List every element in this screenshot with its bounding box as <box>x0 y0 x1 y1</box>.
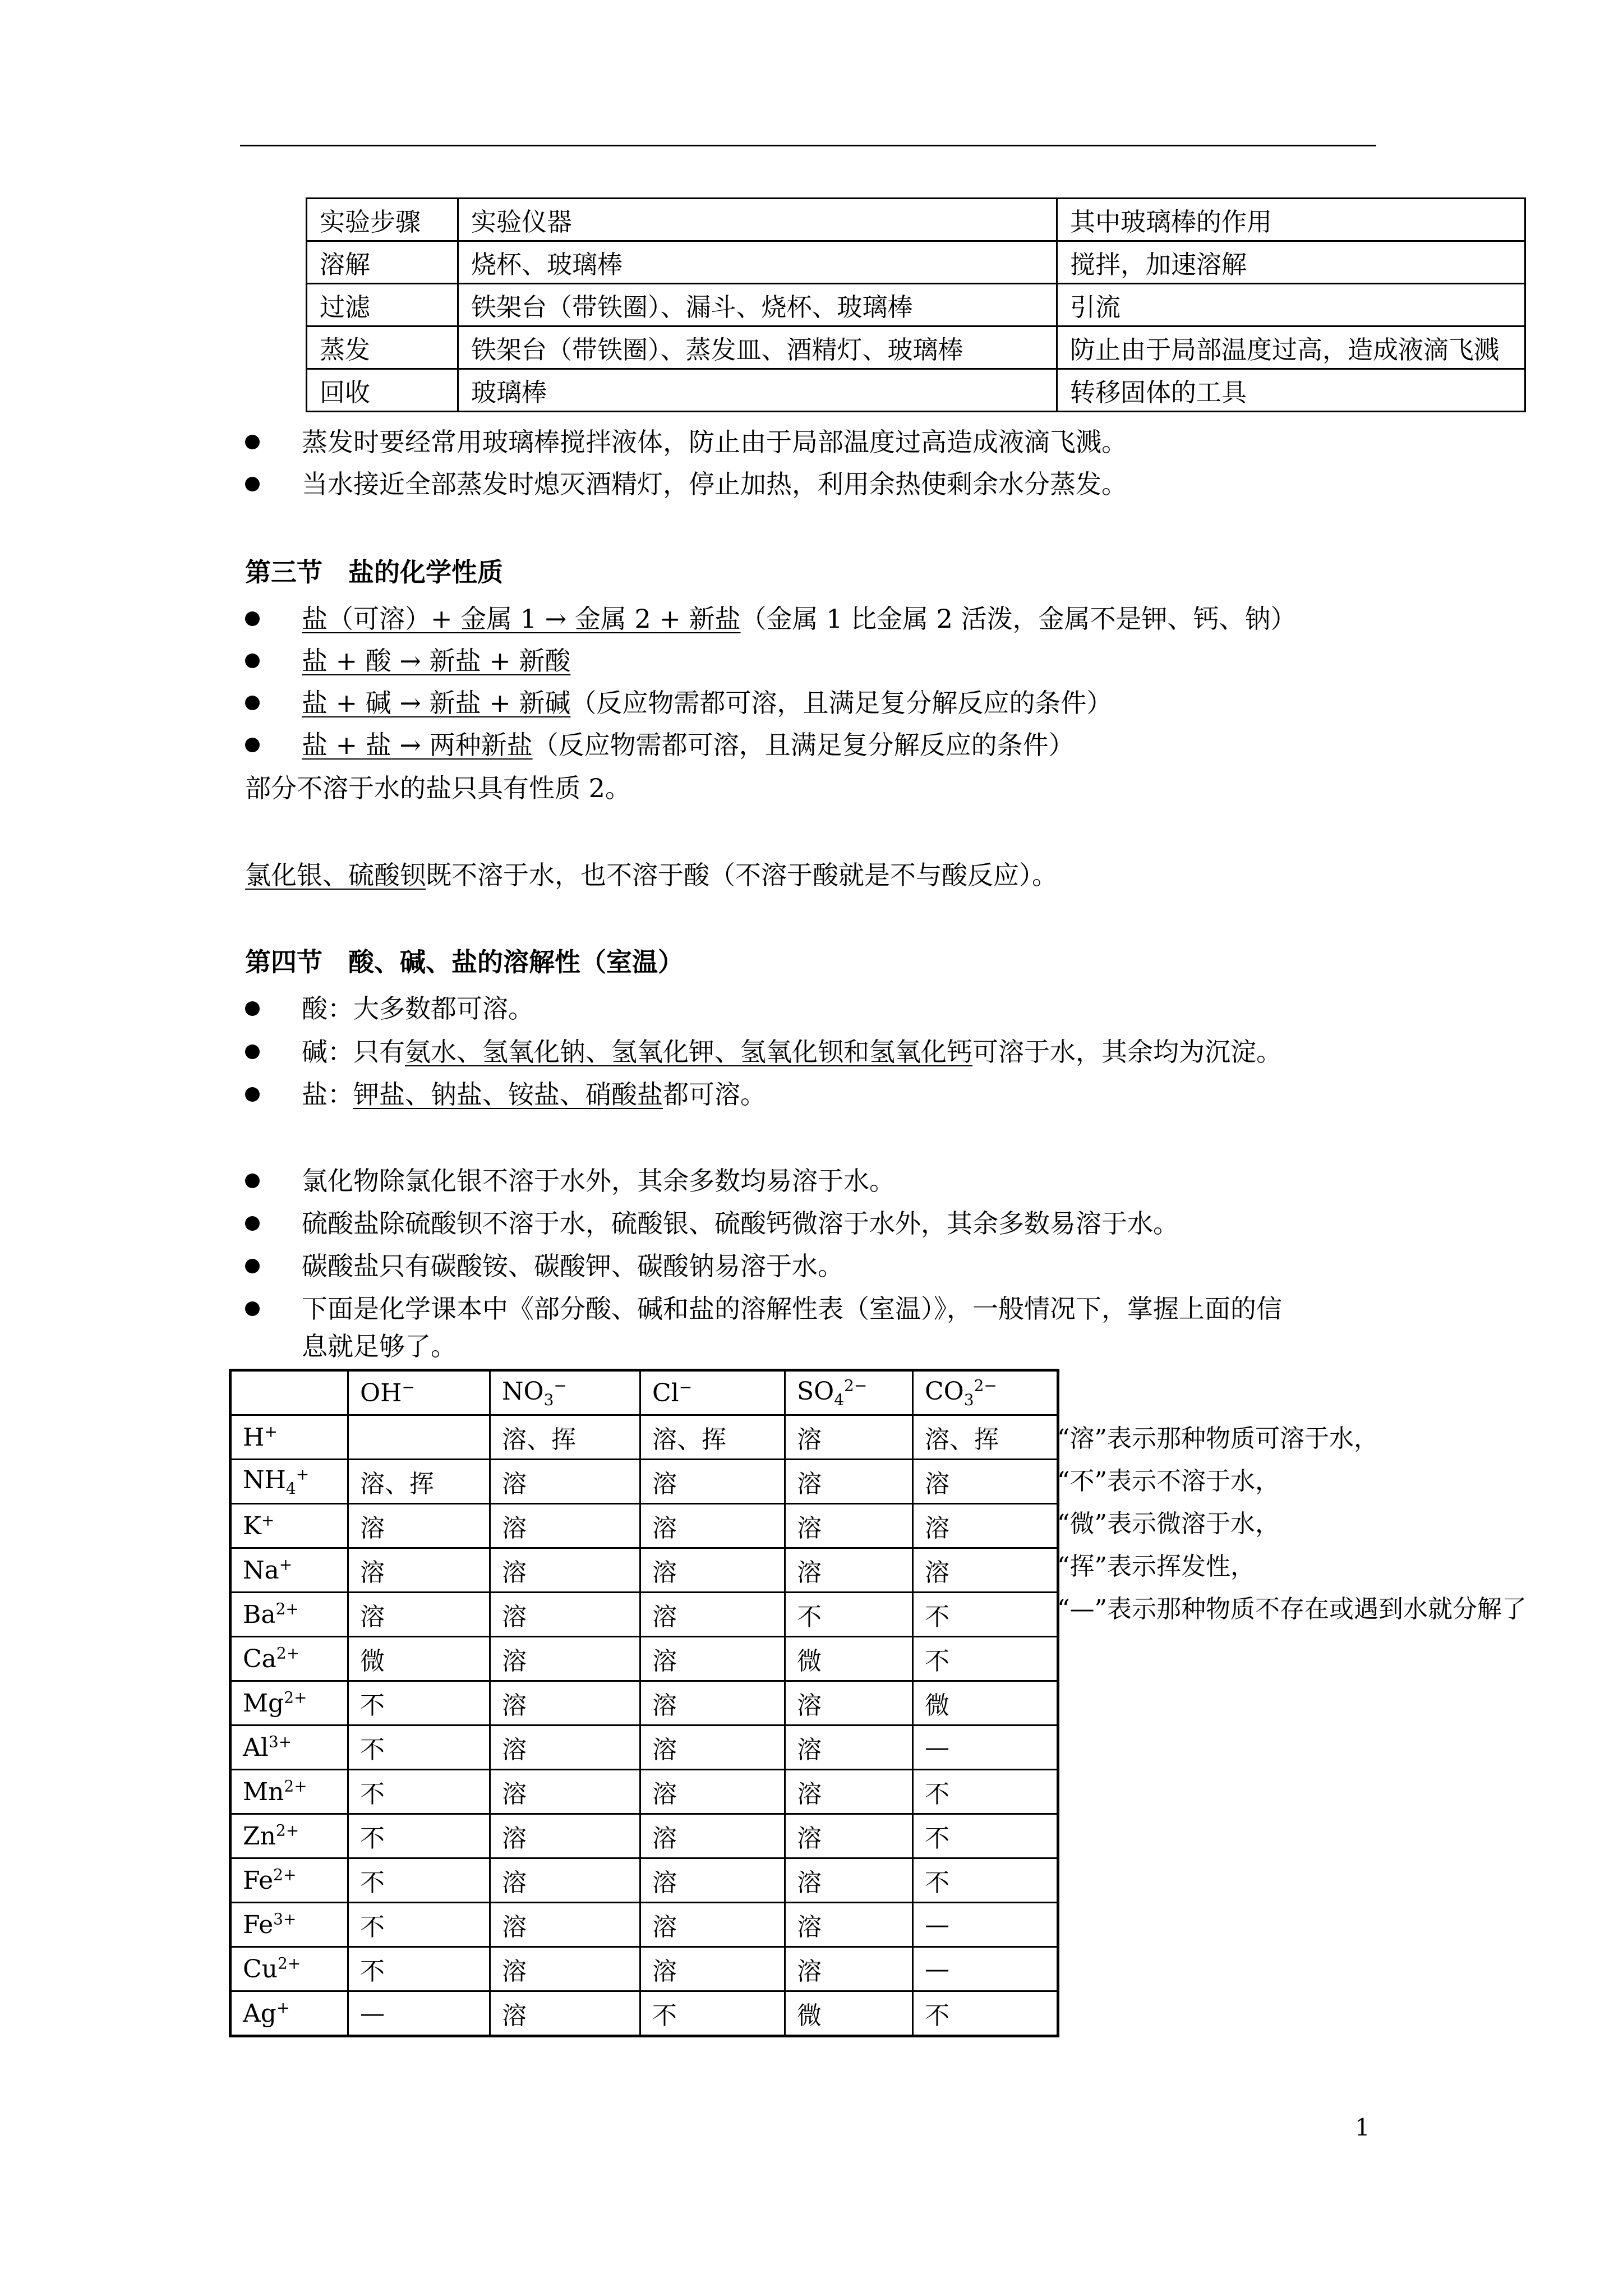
table-row <box>230 1903 1058 1947</box>
solubility-cell: 溶 <box>490 1593 640 1637</box>
salt-suffix: 都可溶。 <box>663 1079 766 1110</box>
solubility-cell: 微 <box>348 1637 490 1681</box>
note-text: 蒸发时要经常用玻璃棒搅拌液体，防止由于局部温度过高造成液滴飞溅。 <box>302 427 1127 457</box>
solubility-cell: 溶 <box>490 1770 640 1814</box>
anion-label: $CO_3^{2-}$ <box>925 1376 997 1410</box>
solubility-cell: 溶 <box>913 1504 1058 1548</box>
solubility-cell: 溶 <box>640 1593 785 1637</box>
solubility-cell: 溶 <box>785 1947 913 1991</box>
solubility-cell: 溶 <box>348 1504 490 1548</box>
cation-cell <box>230 1681 348 1726</box>
solubility-cell: 溶 <box>490 1858 640 1903</box>
soluble-salts: 钾盐、钠盐、铵盐、硝酸盐 <box>353 1079 663 1110</box>
solubility-cell: 溶 <box>640 1504 785 1548</box>
solubility-cell: 溶 <box>785 1504 913 1548</box>
cation-cell <box>230 1903 348 1947</box>
solubility-cell: 溶 <box>640 1814 785 1858</box>
solubility-cell: 溶 <box>490 1991 640 2036</box>
solubility-cell: 溶 <box>785 1770 913 1814</box>
solubility-cell: 不 <box>348 1770 490 1814</box>
solubility-cell <box>348 1415 490 1460</box>
solubility-cell: 不 <box>348 1814 490 1858</box>
solubility-cell: 溶 <box>785 1548 913 1593</box>
list-item <box>302 686 1112 720</box>
solubility-cell: 微 <box>913 1681 1058 1726</box>
table-row <box>230 1726 1058 1770</box>
table-cell: 铁架台（带铁圈）、蒸发皿、酒精灯、玻璃棒 <box>458 326 1057 369</box>
legend-item: “不”表示不溶于水， <box>1057 1467 1280 1496</box>
note-text: 当水接近全部蒸发时熄灭酒精灯，停止加热，利用余热使剩余水分蒸发。 <box>302 469 1127 499</box>
table-cell: 转移固体的工具 <box>1057 369 1525 412</box>
solubility-cell: 溶 <box>490 1814 640 1858</box>
solubility-cell: 溶 <box>490 1947 640 1991</box>
cation-cell <box>230 1415 348 1460</box>
solubility-cell: 溶 <box>640 1858 785 1903</box>
table-row <box>307 369 1525 412</box>
table-cell: 溶解 <box>307 241 458 284</box>
cation-label: $NH_4^+$ <box>243 1465 310 1498</box>
cation-cell <box>230 1770 348 1814</box>
bullet-icon <box>245 696 260 710</box>
list-item <box>302 1035 1282 1069</box>
solubility-cell: 溶 <box>490 1504 640 1548</box>
bullet-icon <box>245 1087 260 1102</box>
cation-label: $Mn^{2+}$ <box>243 1777 307 1807</box>
cation-cell <box>230 1991 348 2036</box>
solubility-cell: 溶 <box>348 1593 490 1637</box>
table-cell: 搅拌，加速溶解 <box>1057 241 1525 284</box>
bullet-icon <box>245 654 260 668</box>
solubility-cell: 不 <box>348 1681 490 1726</box>
cation-label: $Al^{3+}$ <box>243 1732 292 1763</box>
table-row <box>230 1681 1058 1726</box>
table-cell: 烧杯、玻璃棒 <box>458 241 1057 284</box>
cation-label: H+ <box>243 1422 278 1452</box>
table-row <box>230 1770 1058 1814</box>
cation-cell <box>230 1947 348 1991</box>
experiment-table <box>306 197 1526 412</box>
cation-label: $Ca^{2+}$ <box>243 1644 300 1674</box>
solubility-cell: 不 <box>348 1947 490 1991</box>
solubility-cell: — <box>913 1947 1058 1991</box>
cation-cell <box>230 1814 348 1858</box>
anion-header-cell <box>640 1370 785 1415</box>
base-prefix: 碱：只有 <box>302 1037 405 1067</box>
cation-cell <box>230 1726 348 1770</box>
legend-item: “挥”表示挥发性， <box>1057 1552 1255 1581</box>
solubility-cell: 溶、挥 <box>490 1415 640 1460</box>
anion-label: $SO_4^{2-}$ <box>797 1376 868 1410</box>
table-row <box>230 1504 1058 1548</box>
solubility-cell: 不 <box>913 1637 1058 1681</box>
cation-label: $Cu^{2+}$ <box>243 1954 301 1984</box>
solubility-cell: 溶 <box>640 1947 785 1991</box>
solubility-cell: 溶 <box>490 1726 640 1770</box>
table-cell: 铁架台（带铁圈）、漏斗、烧杯、玻璃棒 <box>458 284 1057 326</box>
header-cell: 实验步骤 <box>307 199 458 241</box>
reaction-formula: 盐 + 盐 → 两种新盐 <box>302 730 533 760</box>
solubility-cell: 溶 <box>490 1548 640 1593</box>
table-row <box>230 1991 1058 2036</box>
table-row <box>230 1593 1058 1637</box>
solubility-cell: 溶 <box>640 1903 785 1947</box>
cation-label: $Zn^{2+}$ <box>243 1821 299 1851</box>
table-cell: 防止由于局部温度过高，造成液滴飞溅 <box>1057 326 1525 369</box>
bullet-icon <box>245 435 260 449</box>
anion-label: Cl− <box>652 1378 693 1408</box>
page-number: 1 <box>1355 2114 1370 2141</box>
solubility-cell: 溶、挥 <box>348 1460 490 1504</box>
solubility-cell: 溶 <box>640 1548 785 1593</box>
list-item <box>302 602 1297 636</box>
cation-label: K+ <box>243 1511 275 1541</box>
solubility-cell: 溶 <box>348 1548 490 1593</box>
solubility-cell: 不 <box>913 1814 1058 1858</box>
table-cell: 玻璃棒 <box>458 369 1057 412</box>
table-cell: 引流 <box>1057 284 1525 326</box>
solubility-cell: 溶 <box>913 1548 1058 1593</box>
solubility-cell: 溶 <box>785 1415 913 1460</box>
anion-label: OH− <box>360 1378 415 1408</box>
cation-cell <box>230 1637 348 1681</box>
table-row <box>230 1548 1058 1593</box>
cation-label: $Fe^{2+}$ <box>243 1865 297 1895</box>
table-row <box>307 326 1525 369</box>
header-cell: 实验仪器 <box>458 199 1057 241</box>
solubility-cell: 溶 <box>640 1681 785 1726</box>
solubility-cell: 不 <box>785 1593 913 1637</box>
bullet-icon <box>245 1259 260 1273</box>
bullet-icon <box>245 1001 260 1016</box>
cation-label: Na+ <box>243 1555 293 1585</box>
reaction-formula: 盐 + 酸 → 新盐 + 新酸 <box>302 646 571 676</box>
cation-label: $Mg^{2+}$ <box>243 1688 307 1718</box>
solubility-cell: 溶、挥 <box>640 1415 785 1460</box>
table-row <box>230 1637 1058 1681</box>
solubility-cell: 不 <box>913 1991 1058 2036</box>
solubility-cell: 溶、挥 <box>913 1415 1058 1460</box>
solubility-cell: 溶 <box>785 1681 913 1726</box>
bullet-icon <box>245 1045 260 1059</box>
solubility-cell: — <box>348 1991 490 2036</box>
solubility-cell: 溶 <box>490 1681 640 1726</box>
reaction-formula: 盐 + 碱 → 新盐 + 新碱 <box>302 688 571 718</box>
cation-label: $Fe^{3+}$ <box>243 1910 297 1940</box>
solubility-cell: 微 <box>785 1991 913 2036</box>
header-rule <box>240 145 1376 146</box>
solubility-cell: 溶 <box>785 1726 913 1770</box>
list-item <box>302 644 570 678</box>
section-heading: 第三节 盐的化学性质 <box>245 557 503 587</box>
list-item: 硫酸盐除硫酸钡不溶于水，硫酸银、硫酸钙微溶于水外，其余多数易溶于水。 <box>302 1208 1179 1239</box>
solubility-cell: 溶 <box>490 1637 640 1681</box>
cation-label: Ag+ <box>243 1998 290 2028</box>
reaction-condition: （反应物需都可溶，且满足复分解反应的条件） <box>532 730 1075 760</box>
bullet-icon <box>245 1174 260 1188</box>
note-text: 部分不溶于水的盐只具有性质 2。 <box>245 773 631 803</box>
cation-cell <box>230 1593 348 1637</box>
table-cell: 蒸发 <box>307 326 458 369</box>
list-item: 氯化物除氯化银不溶于水外，其余多数均易溶于水。 <box>302 1166 895 1196</box>
solubility-cell: 不 <box>348 1903 490 1947</box>
base-suffix: 可溶于水，其余均为沉淀。 <box>972 1037 1282 1067</box>
solubility-cell: 溶 <box>640 1460 785 1504</box>
solubility-cell: 溶 <box>640 1770 785 1814</box>
solubility-cell: 不 <box>640 1991 785 2036</box>
table-row <box>230 1460 1058 1504</box>
list-item <box>302 728 1075 762</box>
solubility-table <box>229 1369 1059 2037</box>
table-row <box>230 1947 1058 1991</box>
solubility-cell: 不 <box>348 1858 490 1903</box>
solubility-cell: 溶 <box>785 1814 913 1858</box>
list-item: 碳酸盐只有碳酸铵、碳酸钾、碳酸钠易溶于水。 <box>302 1251 843 1281</box>
anion-header-cell <box>348 1370 490 1415</box>
anion-label: $NO_3^-$ <box>502 1376 567 1410</box>
solubility-cell: — <box>913 1903 1058 1947</box>
table-row <box>230 1415 1058 1460</box>
reaction-condition: （金属 1 比金属 2 活泼，金属不是钾、钙、钠） <box>740 604 1297 634</box>
solubility-cell: 不 <box>913 1770 1058 1814</box>
cation-cell <box>230 1460 348 1504</box>
solubility-cell: 溶 <box>913 1460 1058 1504</box>
anion-header-cell <box>490 1370 640 1415</box>
cation-label: $Ba^{2+}$ <box>243 1599 299 1630</box>
legend-item: “微”表示微溶于水， <box>1057 1510 1280 1538</box>
anion-header-cell <box>785 1370 913 1415</box>
bullet-icon <box>245 477 260 491</box>
solubility-cell: 溶 <box>490 1460 640 1504</box>
solubility-cell: 溶 <box>785 1460 913 1504</box>
corner-cell <box>230 1370 348 1415</box>
table-row <box>307 284 1525 326</box>
anion-header-cell <box>913 1370 1058 1415</box>
list-item: 下面是化学课本中《部分酸、碱和盐的溶解性表（室温）》，一般情况下，掌握上面的信 <box>302 1294 1282 1324</box>
list-item-continuation: 息就足够了。 <box>302 1331 457 1361</box>
insoluble-note: 既不溶于水，也不溶于酸（不溶于酸就是不与酸反应）。 <box>426 860 1058 890</box>
table-cell: 过滤 <box>307 284 458 326</box>
cation-cell <box>230 1548 348 1593</box>
header-cell: 其中玻璃棒的作用 <box>1057 199 1525 241</box>
table-row <box>307 241 1525 284</box>
reaction-formula: 盐（可溶）+ 金属 1 → 金属 2 + 新盐 <box>302 604 741 634</box>
solubility-cell: 不 <box>913 1593 1058 1637</box>
legend-item: “溶”表示那种物质可溶于水， <box>1057 1424 1378 1453</box>
solubility-cell: 微 <box>785 1637 913 1681</box>
table-row <box>230 1858 1058 1903</box>
solubility-cell: 溶 <box>490 1903 640 1947</box>
bullet-icon <box>245 1216 260 1231</box>
table-row <box>230 1814 1058 1858</box>
table-cell: 回收 <box>307 369 458 412</box>
note-text <box>245 858 1058 892</box>
solubility-cell: 溶 <box>640 1726 785 1770</box>
list-item <box>302 1078 766 1111</box>
solubility-cell: 溶 <box>640 1637 785 1681</box>
cation-cell <box>230 1858 348 1903</box>
insoluble-salts: 氯化银、硫酸钡 <box>245 860 426 890</box>
solubility-cell: 不 <box>348 1726 490 1770</box>
cation-cell <box>230 1504 348 1548</box>
legend-item: “—”表示那种物质不存在或遇到水就分解了 <box>1057 1595 1527 1623</box>
section-heading: 第四节 酸、碱、盐的溶解性（室温） <box>245 947 684 977</box>
list-item: 酸：大多数都可溶。 <box>302 993 534 1024</box>
table-header-row <box>230 1370 1058 1415</box>
salt-prefix: 盐： <box>302 1079 353 1110</box>
reaction-condition: （反应物需都可溶，且满足复分解反应的条件） <box>570 688 1113 718</box>
solubility-cell: 溶 <box>785 1858 913 1903</box>
bullet-icon <box>245 611 260 626</box>
table-header-row <box>307 199 1525 241</box>
bullet-icon <box>245 1301 260 1316</box>
solubility-cell: 不 <box>913 1858 1058 1903</box>
soluble-bases: 氨水、氢氧化钠、氢氧化钾、氢氧化钡和氢氧化钙 <box>405 1037 972 1067</box>
solubility-cell: — <box>913 1726 1058 1770</box>
solubility-cell: 溶 <box>785 1903 913 1947</box>
bullet-icon <box>245 738 260 752</box>
